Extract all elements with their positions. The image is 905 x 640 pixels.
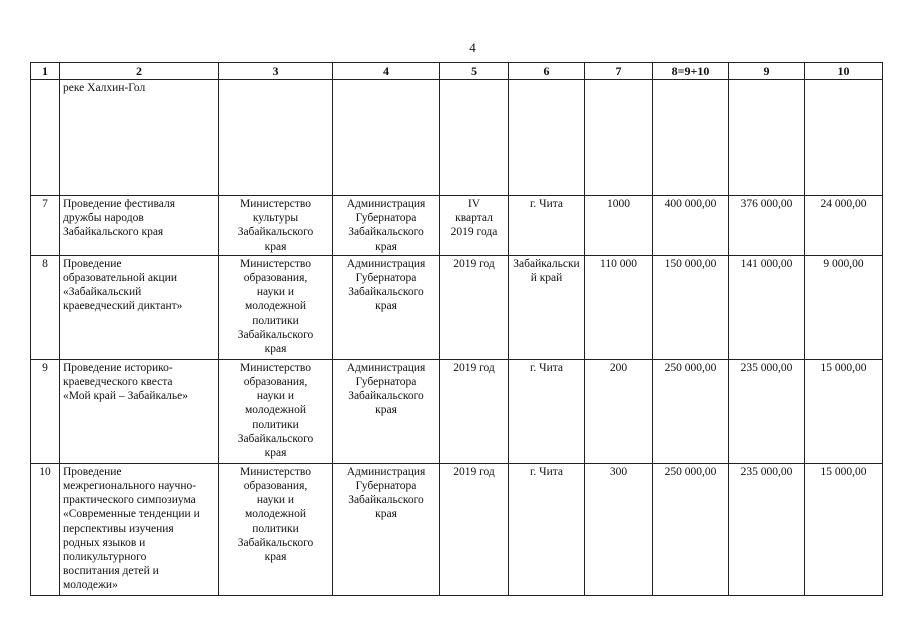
amount-col-10: [805, 80, 883, 196]
total-amount: 250 000,00: [653, 463, 729, 595]
executor: Министерство образования, науки и молодежной политики Забайкальского края: [219, 255, 333, 359]
place: г. Чита: [509, 463, 585, 595]
col-header-3: 3: [219, 63, 333, 80]
table-row: [31, 196, 883, 256]
header-row: [31, 63, 883, 80]
table-row: [31, 463, 883, 595]
period: 2019 год: [440, 359, 509, 463]
table-row: [31, 80, 883, 196]
col-header-1: 1: [31, 63, 60, 80]
executor: Министерство образования, науки и молодежной политики Забайкальского края: [219, 359, 333, 463]
row-number: [31, 80, 60, 196]
col-header-9: 9: [729, 63, 805, 80]
amount-col-10: 15 000,00: [805, 359, 883, 463]
place: Забайкальски й край: [509, 255, 585, 359]
total-amount: 400 000,00: [653, 196, 729, 256]
total-amount: [653, 80, 729, 196]
total-amount: 250 000,00: [653, 359, 729, 463]
amount-col-9: 141 000,00: [729, 255, 805, 359]
period: 2019 год: [440, 463, 509, 595]
event-name: Проведение образовательной акции «Забайкальский краеведческий диктант»: [60, 255, 219, 359]
col-header-7: 7: [585, 63, 653, 80]
amount-col-9: [729, 80, 805, 196]
coexecutor: Администрация Губернатора Забайкальского края: [333, 196, 440, 256]
event-name: Проведение историко- краеведческого квеста «Мой край – Забайкалье»: [60, 359, 219, 463]
col-header-5: 5: [440, 63, 509, 80]
executor: Министерство культуры Забайкальского края: [219, 196, 333, 256]
col-header-2: 2: [60, 63, 219, 80]
executor: Министерство образования, науки и молодежной политики Забайкальского края: [219, 463, 333, 595]
participants: 300: [585, 463, 653, 595]
row-number: 8: [31, 255, 60, 359]
participants: [585, 80, 653, 196]
row-number: 9: [31, 359, 60, 463]
page-number: 4: [469, 40, 476, 55]
amount-col-9: 235 000,00: [729, 463, 805, 595]
executor: [219, 80, 333, 196]
coexecutor: Администрация Губернатора Забайкальского края: [333, 359, 440, 463]
place: [509, 80, 585, 196]
events-table: [30, 62, 883, 596]
event-name: Проведение фестиваля дружбы народов Забайкальского края: [60, 196, 219, 256]
amount-col-10: 15 000,00: [805, 463, 883, 595]
period: 2019 год: [440, 255, 509, 359]
participants: 110 000: [585, 255, 653, 359]
place: г. Чита: [509, 359, 585, 463]
participants: 200: [585, 359, 653, 463]
coexecutor: Администрация Губернатора Забайкальского края: [333, 255, 440, 359]
table-row: [31, 359, 883, 463]
row-number: 7: [31, 196, 60, 256]
coexecutor: [333, 80, 440, 196]
amount-col-9: 376 000,00: [729, 196, 805, 256]
event-name: Проведение межрегионального научно- практического симпозиума «Современные тенденции и перспективы изучения родных языков и поликультурного воспитания детей и молодежи»: [60, 463, 219, 595]
table-row: [31, 255, 883, 359]
participants: 1000: [585, 196, 653, 256]
event-name: реке Халхин-Гол: [60, 80, 219, 196]
amount-col-9: 235 000,00: [729, 359, 805, 463]
total-amount: 150 000,00: [653, 255, 729, 359]
col-header-8: 8=9+10: [653, 63, 729, 80]
place: г. Чита: [509, 196, 585, 256]
period: IV квартал 2019 года: [440, 196, 509, 256]
col-header-6: 6: [509, 63, 585, 80]
amount-col-10: 24 000,00: [805, 196, 883, 256]
period: [440, 80, 509, 196]
col-header-10: 10: [805, 63, 883, 80]
row-number: 10: [31, 463, 60, 595]
col-header-4: 4: [333, 63, 440, 80]
amount-col-10: 9 000,00: [805, 255, 883, 359]
coexecutor: Администрация Губернатора Забайкальского края: [333, 463, 440, 595]
